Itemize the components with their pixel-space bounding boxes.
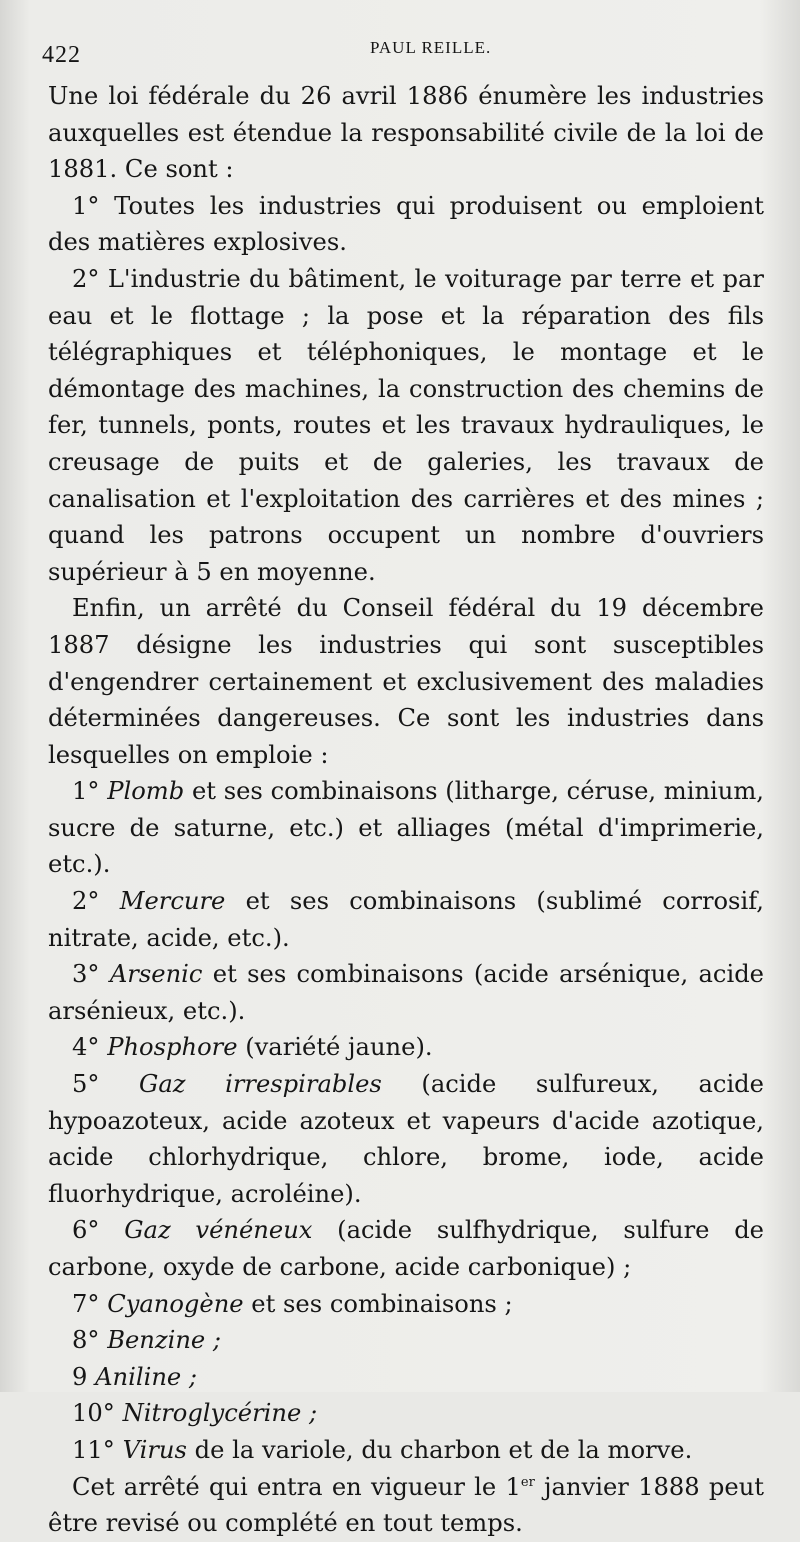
list-item: [48, 1066, 764, 1212]
list-item-number: 7°: [72, 1289, 100, 1318]
list-item-description: et ses combinaisons (sublimé corrosif, nitrate, acide, etc.).: [48, 887, 764, 952]
list-item-description: de la variole, du charbon et de la morve.: [186, 1435, 693, 1464]
paragraph-closing: [48, 1469, 764, 1542]
list-item: [48, 1322, 764, 1359]
list-item-term: Virus: [122, 1435, 187, 1464]
list-item: [48, 1432, 764, 1469]
list-item-description: (acide sulfureux, acide hypoazoteux, acide azoteux et vapeurs d'acide azotique, acide chlorhydrique, chlore, brome, iode, acide fluorhydrique, acroléine).: [48, 1070, 764, 1208]
list-item-description: (variété jaune).: [237, 1033, 433, 1062]
list-item: [48, 883, 764, 956]
list-item-term: Plomb: [107, 777, 185, 806]
list-item-number: 5°: [72, 1070, 100, 1099]
closing-superscript: er: [520, 1474, 535, 1490]
list-item-term: Gaz vénéneux: [124, 1216, 313, 1245]
list-item-description: (acide sulfhydrique, sulfure de carbone, oxyde de carbone, acide carbonique) ;: [48, 1216, 764, 1281]
list-item-description: et ses combinaisons ;: [243, 1289, 513, 1318]
list-item-term: Phosphore: [107, 1033, 238, 1062]
list-item-term: Arsenic: [109, 960, 203, 989]
closing-text-before: Cet arrêté qui entra en vigueur le 1: [72, 1472, 521, 1501]
list-item-number: 11°: [72, 1435, 115, 1464]
closing-text-after: janvier 1888 peut être revisé ou complété en tout temps.: [48, 1472, 764, 1538]
list-item-term: Aniline ;: [95, 1362, 198, 1391]
list-item-number: 1°: [72, 777, 100, 806]
paragraph-item-1: 1° Toutes les industries qui produisent ou emploient des matières explosives.: [48, 191, 764, 257]
list-item-number: 3°: [72, 960, 100, 989]
list-item-term: Cyanogène: [107, 1289, 244, 1318]
list-item: [48, 1212, 764, 1285]
running-head: PAUL REILLE.: [370, 38, 492, 57]
list-item: [48, 1395, 764, 1432]
list-item-term: Benzine ;: [107, 1326, 222, 1355]
body-text: [48, 78, 764, 1542]
paragraph-item-2: 2° L'industrie du bâtiment, le voiturage par terre et par eau et le flottage ; la pose et la réparation des fils télégraphiques et téléphoniques, le montage et le démontage des machines, la construction des chemins de fer, tunnels, ponts, routes et les travaux hydrauliques, le creusage de puits et de galeries, les travaux de canalisation et l'exploitation des carrières et des mines ; quand les patrons occupent un nombre d'ouvriers supérieur à 5 en moyenne.: [48, 264, 764, 586]
page-header: [42, 28, 760, 68]
list-item-description: et ses combinaisons (acide arsénique, acide arsénieux, etc.).: [48, 960, 764, 1025]
list-item-number: 8°: [72, 1326, 100, 1355]
list-item: [48, 1286, 764, 1323]
list-item-number: 2°: [72, 887, 100, 916]
list-item: [48, 956, 764, 1029]
list-item-term: Nitroglycérine ;: [122, 1399, 318, 1428]
list-item-term: Gaz irrespirables: [139, 1070, 382, 1099]
list-item-number: 9: [72, 1362, 88, 1391]
list-item-description: et ses combinaisons (litharge, céruse, minium, sucre de saturne, etc.) et alliages (métal d'imprimerie, etc.).: [48, 777, 764, 879]
list-item: [48, 773, 764, 883]
page-number: 422: [42, 42, 81, 68]
list-item-term: Mercure: [119, 887, 226, 916]
paragraph-arrete: Enfin, un arrêté du Conseil fédéral du 19 décembre 1887 désigne les industries qui sont susceptibles d'engendrer certainement et exclusivement des maladies déterminées dangereuses. Ce sont les industries dans lesquelles on emploie :: [48, 594, 764, 769]
paragraph-intro: Une loi fédérale du 26 avril 1886 énumère les industries auxquelles est étendue la responsabilité civile de la loi de 1881. Ce sont :: [48, 82, 764, 184]
list-item-number: 10°: [72, 1399, 115, 1428]
list-item-number: 6°: [72, 1216, 100, 1245]
list-item: [48, 1029, 764, 1066]
list-item: [48, 1359, 764, 1396]
list-item-number: 4°: [72, 1033, 100, 1062]
industry-list: [48, 773, 764, 1468]
